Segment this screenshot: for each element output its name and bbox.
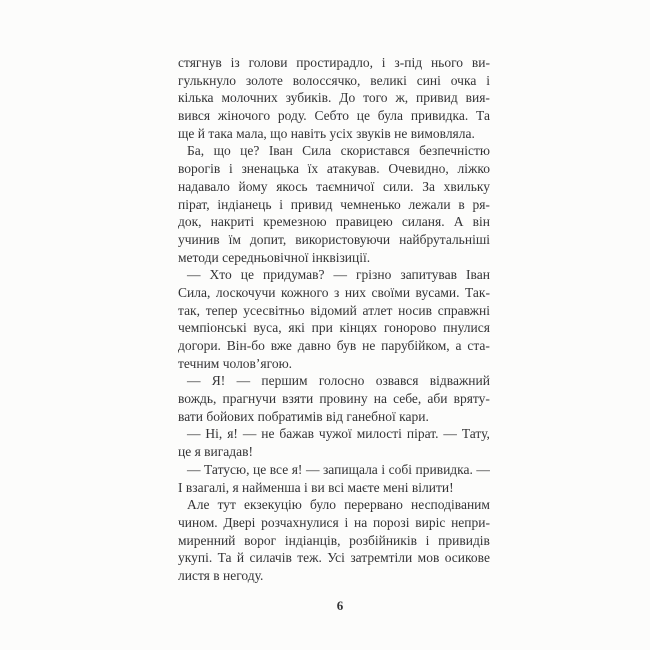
text-line: так, тепер усесвітньо відомий атлет носив справжні [178, 302, 490, 318]
text-line: ще й така мала, що навіть усіх звуків не вимовляла. [178, 125, 475, 141]
text-line: док, накриті кремезною правицею силаня. А він [178, 214, 490, 230]
text-column [178, 54, 490, 585]
text-line: гулькнуло золоте волоссячко, великі сині очка і [178, 72, 490, 88]
text-line: стягнув із голови простирадло, і з-під нього ви- [178, 55, 490, 70]
text-line: пірат, індіанець і привид чемненько лежали в ря- [178, 196, 490, 212]
text-line: — Татусю, це все я! — запищала і собі привидка. — [187, 461, 490, 477]
text-line: учинив їм допит, використовуючи найбрутальніші [178, 231, 490, 247]
text-line: кілька молочних зубиків. До того ж, привид вия- [178, 90, 490, 106]
text-line: — Я! — першим голосно озвався відважний [187, 373, 490, 389]
text-line: чемпіонські вуса, які при кінцях гонорово пнулися [178, 320, 490, 336]
text-line: догори. Він-бо вже давно був не парубійком, а ста- [178, 338, 490, 353]
text-line: Але тут екзекуцію було перервано несподіваним [187, 497, 490, 513]
text-line: — Ні, я! — не бажав чужої милості пірат. — Тату, [187, 426, 490, 442]
text-line: Ба, що це? Іван Сила скористався безпечністю [187, 143, 490, 159]
text-line: вився жіночого роду. Себто це була привидка. Та [178, 108, 490, 124]
text-line: Сила, лоскочучи кожного з них своїми вусами. Так- [178, 284, 490, 300]
text-line: листя в негоду. [178, 567, 264, 583]
text-line: миренний ворог індіанців, розбійників і привидів [178, 532, 490, 548]
text-line: — Хто це придумав? — грізно запитував Іван [187, 267, 490, 283]
text-line: І взагалі, я найменша і ви всі маєте мені вілити! [178, 479, 454, 495]
text-line: надавало йому якось таємничої сили. За хвильку [178, 178, 490, 194]
text-line: течним чолов’ягою. [178, 355, 293, 371]
text-line: вати бойових побратимів від ганебної кари. [178, 408, 429, 424]
text-line: укупі. Та й силачів теж. Усі затремтіли мов осикове [178, 550, 490, 566]
text-line: це я вигадав! [178, 444, 254, 460]
text-line: чином. Двері розчахнулися і на порозі виріс непри- [178, 514, 490, 530]
text-line: методи середньовічної інквізиції. [178, 249, 371, 265]
text-line: ворогів і зненацька їх атакував. Очевидно, ліжко [178, 161, 490, 177]
page-number: 6 [336, 598, 344, 613]
text-line: вождь, прагнучи взяти провину на себе, аби вряту- [178, 391, 490, 407]
